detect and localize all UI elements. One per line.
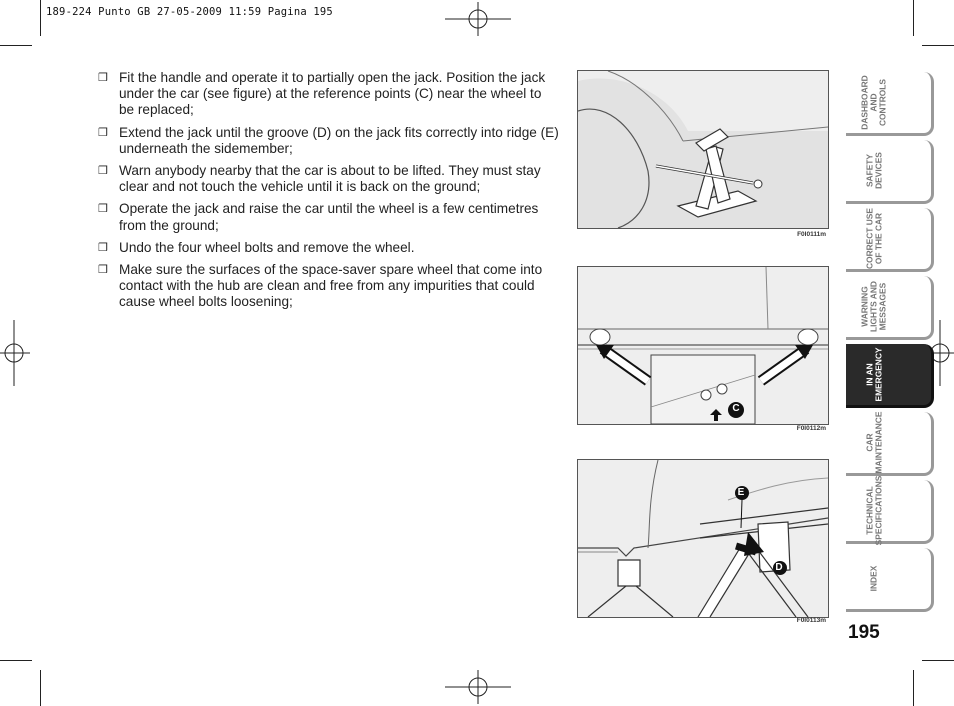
crop-mark (40, 0, 41, 36)
figure-code: F0I0112m (796, 425, 826, 432)
checkbox-bullet-icon: ❒ (98, 126, 108, 139)
list-item (98, 262, 560, 311)
tab-warning-lights[interactable] (846, 276, 934, 340)
print-slug: 189-224 Punto GB 27-05-2009 11:59 Pagina 195 (46, 6, 333, 18)
tab-label: SAFETY DEVICES (864, 152, 883, 189)
tab-dashboard-and-controls[interactable] (846, 72, 934, 136)
tab-safety-devices[interactable] (846, 140, 934, 204)
tab-in-an-emergency[interactable] (846, 344, 934, 408)
figure-jack-position (577, 70, 829, 229)
crop-mark (922, 45, 954, 46)
checkbox-bullet-icon: ❒ (98, 72, 108, 84)
crop-mark (0, 660, 32, 661)
list-item (98, 163, 560, 195)
crop-mark (913, 0, 914, 36)
tab-label: CAR MAINTENANCE (864, 411, 883, 474)
tab-car-maintenance[interactable] (846, 412, 934, 476)
instruction-text: Undo the four wheel bolts and remove the wheel. (119, 239, 415, 255)
callout-c: C (732, 403, 740, 414)
tab-label: INDEX (868, 565, 879, 592)
checkbox-bullet-icon: ❒ (98, 241, 108, 254)
figure-code: F0I0111m (797, 231, 826, 238)
registration-mark-bottom (445, 670, 511, 704)
crop-mark (922, 660, 954, 661)
tab-technical-specifications[interactable] (846, 475, 934, 546)
callout-e: E (737, 487, 745, 498)
figure-reference-points (577, 266, 829, 425)
instruction-text: Make sure the surfaces of the space-saver spare wheel that come into contact with the hub are clean and free from any impurities that could cause wheel bolts loosening; (119, 262, 543, 310)
registration-mark-top (445, 2, 511, 36)
checkbox-bullet-icon: ❒ (98, 165, 108, 178)
crop-mark (913, 670, 914, 706)
list-item (98, 201, 560, 233)
instruction-text: Warn anybody nearby that the car is about to be lifted. They must stay clear and not touch the vehicle until it is back on the ground; (119, 163, 541, 195)
figure-code: F0I0113m (796, 617, 826, 624)
crop-mark (0, 45, 32, 46)
tab-label: DASHBOARD AND CONTROLS (859, 75, 888, 130)
instruction-text: Operate the jack and raise the car until the wheel is a few centimetres from the ground; (119, 201, 539, 233)
callout-d: D (775, 562, 783, 573)
registration-mark-left (0, 320, 30, 386)
page-number: 195 (848, 622, 880, 643)
instruction-text: Fit the handle and operate it to partially open the jack. Position the jack under the car (see figure) at the reference points (C) near the wheel to be replaced; (119, 70, 546, 118)
list-item (98, 125, 560, 157)
checkbox-bullet-icon: ❒ (98, 264, 108, 277)
tab-index[interactable] (846, 548, 934, 612)
tab-label: IN AN EMERGENCY (864, 347, 883, 402)
instruction-text: Extend the jack until the groove (D) on the jack fits correctly into ridge (E) underneath the sidemember; (119, 124, 559, 156)
checkbox-bullet-icon: ❒ (98, 203, 108, 216)
tab-label: WARNING LIGHTS AND MESSAGES (859, 281, 888, 332)
crop-mark (40, 670, 41, 706)
list-item (98, 240, 560, 256)
list-item (98, 70, 560, 119)
tab-label: CORRECT USE OF THE CAR (864, 208, 883, 269)
instruction-list (98, 70, 560, 317)
tab-correct-use[interactable] (846, 208, 934, 272)
figure-jack-groove (577, 459, 829, 618)
tab-label: TECHNICAL SPECIFICATIONS (864, 475, 883, 546)
